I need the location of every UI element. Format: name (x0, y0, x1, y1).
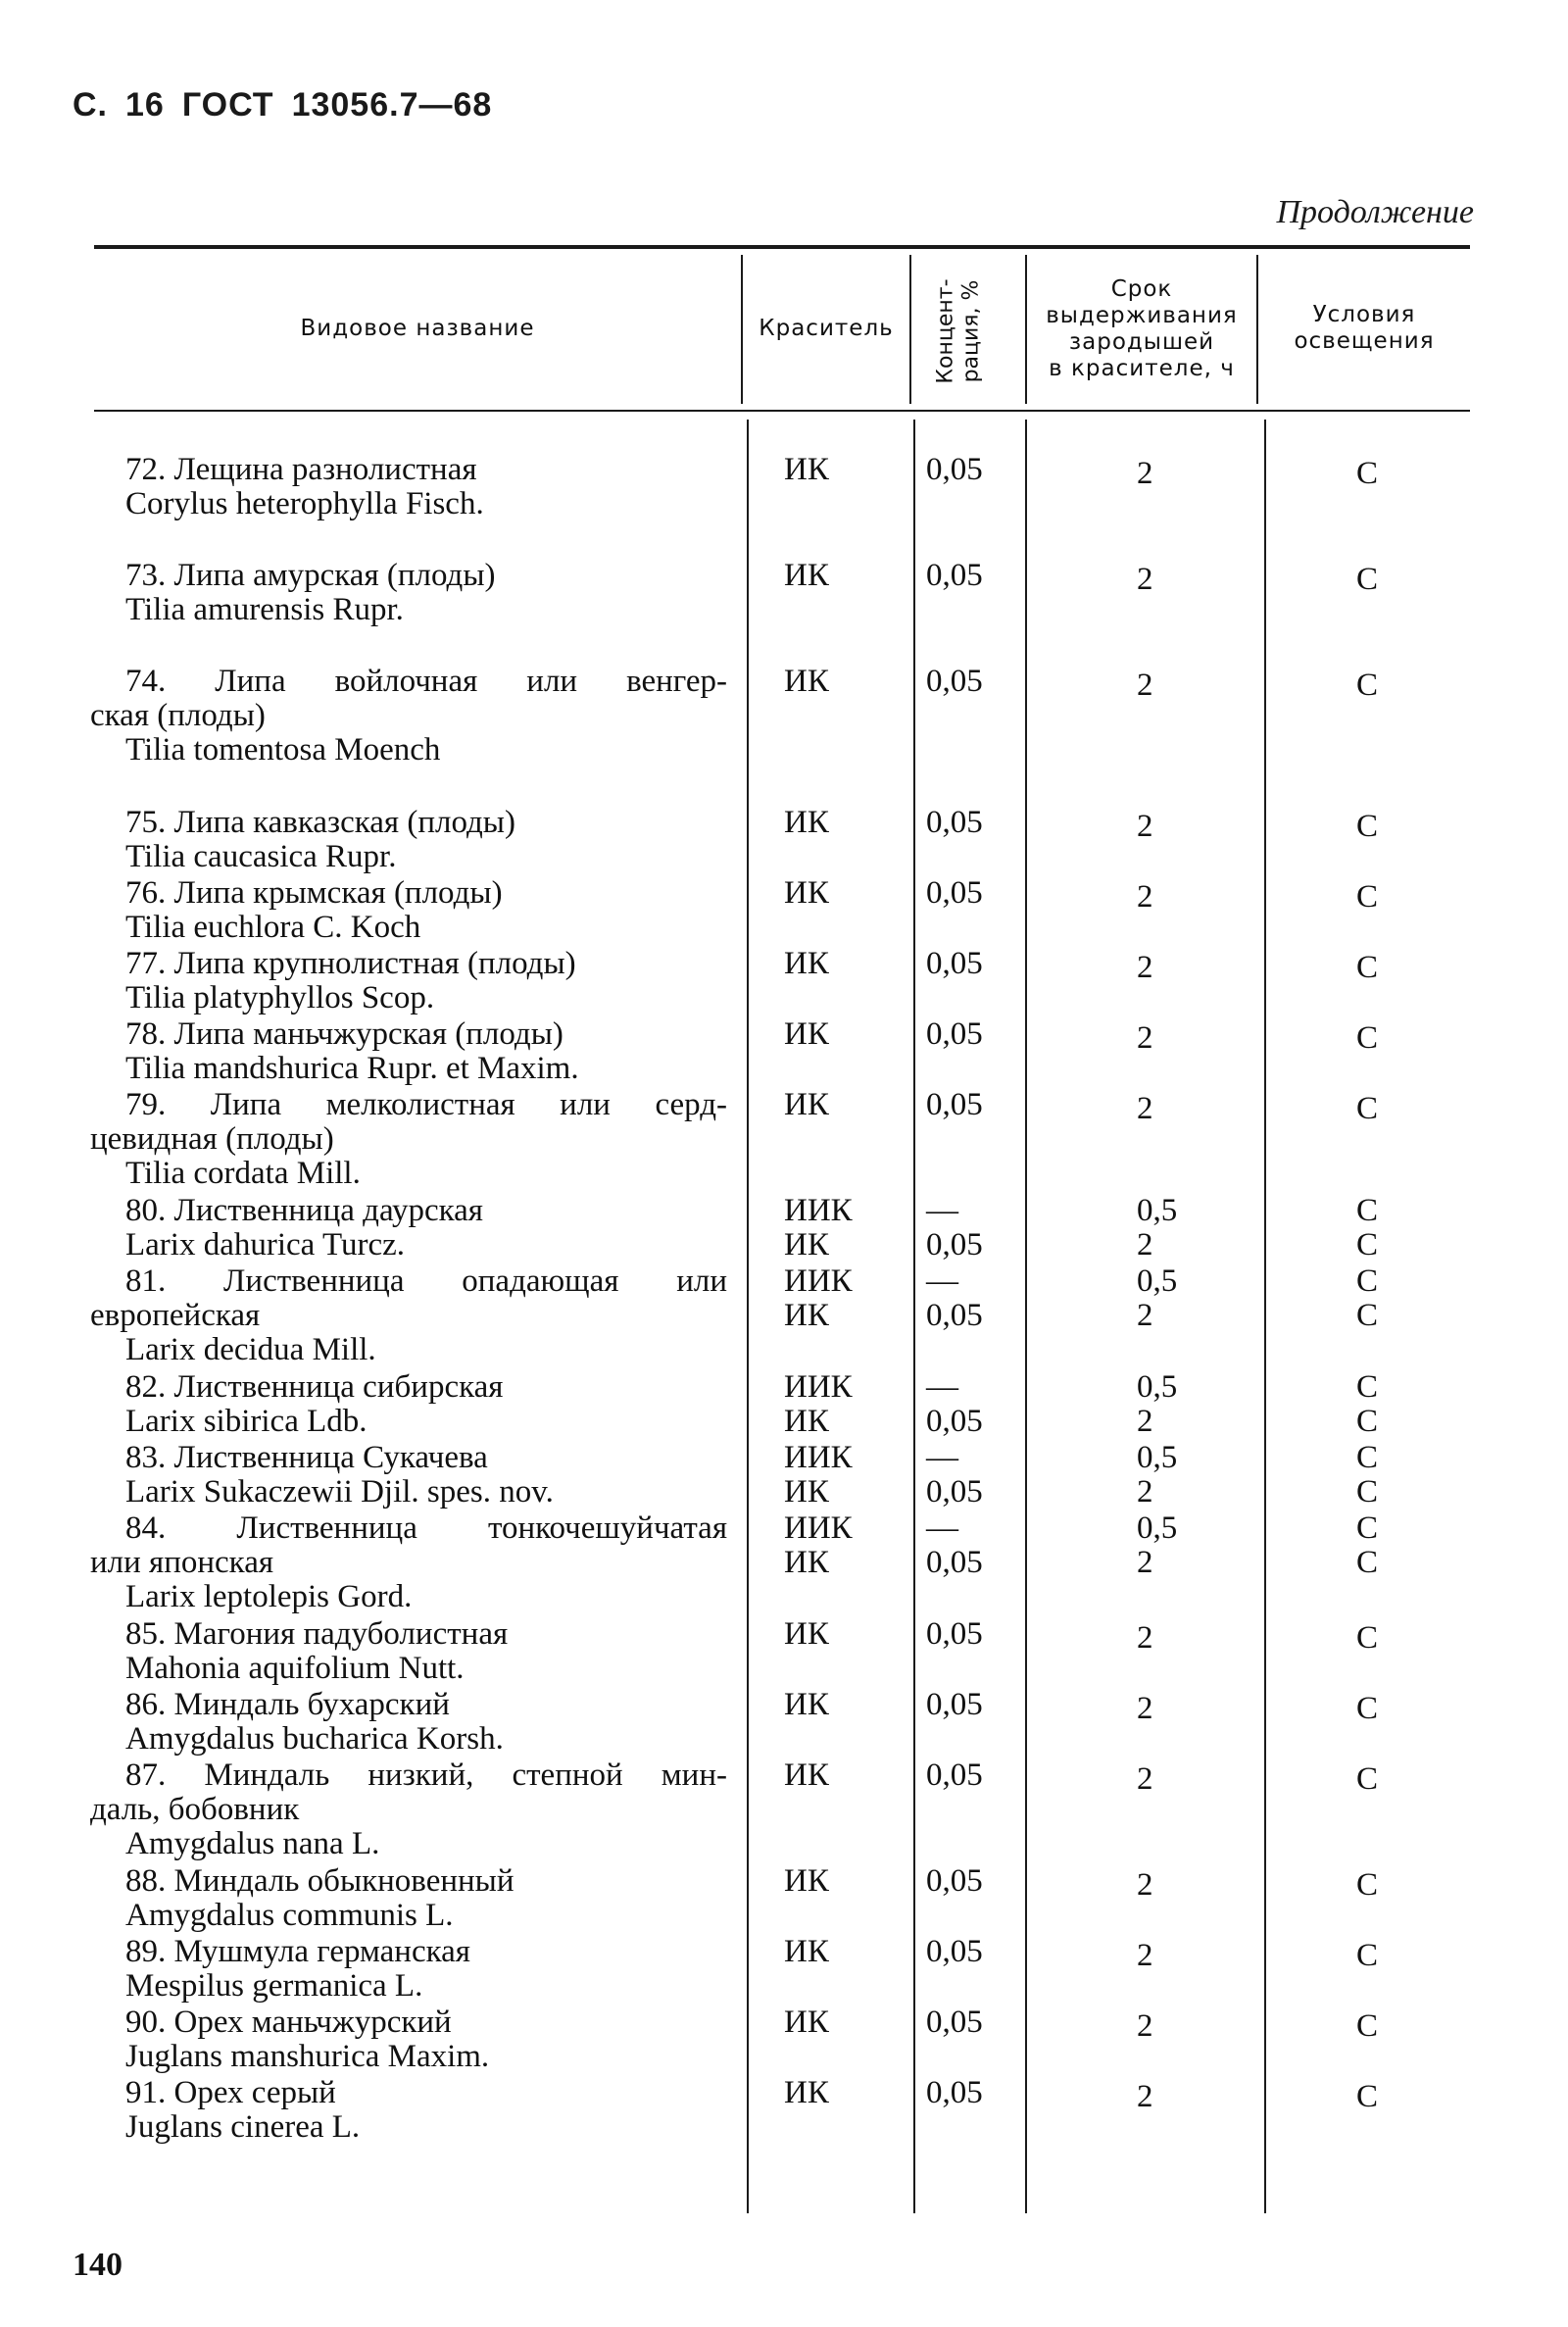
species-latin-name: Tilia tomentosa Moench (125, 732, 441, 767)
dye-cell-value: ИК (784, 1863, 829, 1899)
column-divider (1264, 420, 1266, 2213)
species-russian-name: 79. Липа мелколистная или серд- (125, 1087, 727, 1122)
concentration-cell (926, 1370, 1014, 1439)
dye-cell (784, 453, 882, 487)
species-russian-name: 73. Липа амурская (плоды) (125, 558, 496, 593)
dye-cell (784, 1617, 882, 1652)
dye-cell-value: ИК (784, 946, 829, 981)
lighting-cell (1356, 1758, 1396, 1797)
time-cell-value: 2 (1137, 950, 1153, 985)
species-russian-name: 72. Лещина разнолистная (125, 452, 477, 487)
lighting-cell-value: С (1356, 1263, 1379, 1299)
species-russian-name: или японская (90, 1545, 274, 1580)
concentration-cell (926, 1264, 1014, 1333)
header-standard: ГОСТ (181, 86, 274, 124)
lighting-cell-value: С (1356, 1761, 1379, 1797)
dye-cell (784, 559, 882, 593)
concentration-cell-value: 0,05 (926, 1404, 983, 1439)
species-name-cell (90, 947, 727, 1015)
concentration-header-line: рация, % (959, 279, 984, 383)
dye-cell-value: ИК (784, 1616, 829, 1652)
species-latin-name: Amygdalus nana L. (125, 1826, 380, 1861)
species-name-cell (90, 1441, 727, 1510)
species-russian-name: 90. Орех маньчжурский (125, 2005, 452, 2040)
time-cell (1137, 2076, 1215, 2114)
header-page: 16 (125, 86, 165, 124)
lighting-cell (1356, 1864, 1396, 1903)
column-header-dye: Краситель (759, 316, 894, 341)
concentration-cell-value: 0,05 (926, 2075, 983, 2110)
dye-cell-value: ИК (784, 1298, 829, 1333)
dye-cell (784, 665, 882, 699)
species-latin-name: Tilia euchlora C. Koch (125, 910, 421, 945)
lighting-cell-value: С (1356, 1227, 1379, 1263)
time-cell (1137, 1017, 1215, 1056)
time-cell-value: 0,5 (1137, 1193, 1178, 1228)
lighting-cell (1356, 1194, 1396, 1263)
dye-cell-value: ИК (784, 2075, 829, 2110)
dye-cell (784, 1758, 882, 1793)
concentration-cell-value: 0,05 (926, 1934, 983, 1969)
species-russian-name: европейская (90, 1298, 261, 1333)
species-latin-name: Juglans manshurica Maxim. (125, 2039, 490, 2074)
lighting-cell (1356, 947, 1396, 985)
species-name-cell (90, 1017, 727, 1086)
dye-cell-value: ИК (784, 1474, 829, 1510)
time-cell-value: 2 (1137, 1474, 1153, 1510)
lighting-cell (1356, 1088, 1396, 1126)
time-cell-value: 2 (1137, 562, 1153, 597)
dye-cell (784, 1935, 882, 1969)
lighting-cell-value: С (1356, 1545, 1379, 1580)
lighting-cell (1356, 1370, 1396, 1439)
concentration-cell-value: 0,05 (926, 1863, 983, 1899)
lighting-cell-value: С (1356, 1938, 1379, 1973)
dye-cell-value: ИК (784, 1687, 829, 1722)
species-latin-name: Juglans cinerea L. (125, 2109, 361, 2145)
dye-cell-value: ИК (784, 452, 829, 487)
lighting-cell-value: С (1356, 1404, 1379, 1439)
time-cell (1137, 559, 1215, 597)
lighting-cell-value: С (1356, 1691, 1379, 1726)
species-name-cell (90, 559, 727, 627)
dye-cell-value: ИК (784, 1016, 829, 1052)
species-russian-name: 84. Лиственница тонкочешуйчатая (125, 1510, 727, 1546)
lighting-cell-value: С (1356, 1867, 1379, 1903)
lighting-cell (1356, 876, 1396, 915)
species-latin-name: Larix sibirica Ldb. (125, 1404, 368, 1439)
species-latin-name: Larix Sukaczewii Djil. spes. nov. (125, 1474, 554, 1510)
concentration-cell (926, 2076, 1014, 2110)
species-name-cell (90, 1088, 727, 1191)
lighting-cell (1356, 559, 1396, 597)
lighting-cell (1356, 665, 1396, 703)
dye-cell-value: ИИК (784, 1193, 853, 1228)
time-cell-value: 2 (1137, 1938, 1153, 1973)
column-divider (747, 420, 749, 2213)
time-cell-value: 0,5 (1137, 1263, 1178, 1299)
lighting-cell-value: С (1356, 1298, 1379, 1333)
table-top-rule (94, 245, 1470, 249)
concentration-cell-value: — (926, 1263, 958, 1299)
species-russian-name: 83. Лиственница Сукачева (125, 1440, 488, 1475)
lighting-cell-value: С (1356, 1020, 1379, 1056)
time-cell-value: 0,5 (1137, 1440, 1178, 1475)
lighting-cell (1356, 1511, 1396, 1580)
time-cell (1137, 1511, 1215, 1580)
concentration-header-line: Концент- (934, 278, 958, 384)
species-name-cell (90, 665, 727, 767)
concentration-cell (926, 2005, 1014, 2040)
dye-cell (784, 806, 882, 840)
species-latin-name: Amygdalus communis L. (125, 1898, 454, 1933)
dye-cell-value: ИК (784, 1087, 829, 1122)
concentration-cell-value: 0,05 (926, 2005, 983, 2040)
lighting-cell (1356, 1264, 1396, 1333)
dye-cell (784, 1194, 882, 1263)
concentration-cell (926, 1194, 1014, 1263)
concentration-cell-value: 0,05 (926, 558, 983, 593)
species-latin-name: Larix dahurica Turcz. (125, 1227, 405, 1263)
lighting-cell (1356, 1017, 1396, 1056)
species-russian-name: 75. Липа кавказская (плоды) (125, 805, 515, 840)
concentration-cell (926, 1088, 1014, 1122)
concentration-cell (926, 665, 1014, 699)
lighting-cell (1356, 806, 1396, 844)
dye-cell-value: ИК (784, 664, 829, 699)
time-header-line: в красителе, ч (1049, 356, 1235, 381)
species-name-cell (90, 2076, 727, 2145)
time-cell (1137, 1864, 1215, 1903)
time-cell (1137, 1617, 1215, 1656)
time-cell (1137, 665, 1215, 703)
time-cell-value: 2 (1137, 1545, 1153, 1580)
species-russian-name: 88. Миндаль обыкновенный (125, 1863, 514, 1899)
time-cell (1137, 1688, 1215, 1726)
time-cell-value: 2 (1137, 879, 1153, 915)
time-cell (1137, 1935, 1215, 1973)
species-name-cell (90, 1264, 727, 1367)
concentration-cell-value: — (926, 1510, 958, 1546)
time-cell (1137, 876, 1215, 915)
species-name-cell (90, 1370, 727, 1439)
dye-cell (784, 1370, 882, 1439)
concentration-cell-value: 0,05 (926, 1474, 983, 1510)
species-russian-name: 81. Лиственница опадающая или (125, 1263, 727, 1299)
species-russian-name: 82. Лиственница сибирская (125, 1369, 504, 1405)
concentration-cell-value: — (926, 1369, 958, 1405)
lighting-cell-value: С (1356, 1091, 1379, 1126)
lighting-cell (1356, 1935, 1396, 1973)
dye-cell-value: ИК (784, 875, 829, 911)
time-cell-value: 2 (1137, 2008, 1153, 2044)
concentration-cell-value: 0,05 (926, 1227, 983, 1263)
time-cell-value: 2 (1137, 1867, 1153, 1903)
species-russian-name: 74. Липа войлочная или венгер- (125, 664, 727, 699)
lighting-header-line: Условия (1312, 302, 1416, 327)
dye-cell (784, 1511, 882, 1580)
species-russian-name: ская (плоды) (90, 698, 266, 733)
dye-cell (784, 1864, 882, 1899)
concentration-cell-value: — (926, 1193, 958, 1228)
species-russian-name: 85. Магония падуболистная (125, 1616, 509, 1652)
column-header-name: Видовое название (300, 316, 535, 341)
lighting-cell (1356, 453, 1396, 491)
time-cell-value: 2 (1137, 1298, 1153, 1333)
dye-cell (784, 1088, 882, 1122)
species-latin-name: Larix leptolepis Gord. (125, 1579, 413, 1614)
page-number: 140 (73, 2247, 122, 2283)
dye-cell-value: ИИК (784, 1369, 853, 1405)
species-latin-name: Tilia amurensis Rupr. (125, 592, 404, 627)
species-russian-name: 87. Миндаль низкий, степной мин- (125, 1758, 727, 1793)
concentration-cell (926, 876, 1014, 911)
dye-cell-value: ИК (784, 1545, 829, 1580)
concentration-cell-value: 0,05 (926, 664, 983, 699)
table-header-rule (94, 410, 1470, 412)
time-cell-value: 2 (1137, 1761, 1153, 1797)
species-latin-name: Tilia mandshurica Rupr. et Maxim. (125, 1051, 579, 1086)
page-header (73, 86, 510, 124)
concentration-cell-value: 0,05 (926, 875, 983, 911)
concentration-cell (926, 1935, 1014, 1969)
concentration-cell (926, 453, 1014, 487)
dye-cell-value: ИК (784, 1404, 829, 1439)
time-cell (1137, 806, 1215, 844)
concentration-cell-value: 0,05 (926, 1016, 983, 1052)
dye-cell (784, 1441, 882, 1510)
lighting-cell-value: С (1356, 668, 1379, 703)
lighting-cell-value: С (1356, 809, 1379, 844)
time-cell-value: 2 (1137, 1691, 1153, 1726)
column-divider (1025, 420, 1027, 2213)
time-header-line: зародышей (1068, 329, 1215, 355)
species-latin-name: Tilia platyphyllos Scop. (125, 980, 435, 1015)
lighting-cell-value: С (1356, 2079, 1379, 2114)
species-name-cell (90, 1688, 727, 1757)
lighting-cell-value: С (1356, 2008, 1379, 2044)
species-russian-name: 78. Липа маньчжурская (плоды) (125, 1016, 564, 1052)
lighting-cell (1356, 2076, 1396, 2114)
dye-cell-value: ИК (784, 558, 829, 593)
dye-cell (784, 876, 882, 911)
species-latin-name: Larix decidua Mill. (125, 1332, 376, 1367)
time-cell-value: 2 (1137, 1227, 1153, 1263)
time-cell-value: 0,5 (1137, 1369, 1178, 1405)
dye-cell-value: ИИК (784, 1440, 853, 1475)
lighting-cell-value: С (1356, 1369, 1379, 1405)
species-name-cell (90, 1511, 727, 1614)
concentration-cell-value: 0,05 (926, 452, 983, 487)
species-latin-name: Tilia cordata Mill. (125, 1156, 361, 1191)
species-latin-name: Mahonia aquifolium Nutt. (125, 1651, 465, 1686)
time-cell-value: 2 (1137, 1620, 1153, 1656)
column-header-lighting (1258, 302, 1470, 355)
species-russian-name: 86. Миндаль бухарский (125, 1687, 450, 1722)
concentration-cell-value: 0,05 (926, 1687, 983, 1722)
column-divider (913, 420, 915, 2213)
time-cell-value: 2 (1137, 668, 1153, 703)
concentration-cell (926, 1758, 1014, 1793)
lighting-cell-value: С (1356, 879, 1379, 915)
species-russian-name: 80. Лиственница даурская (125, 1193, 483, 1228)
concentration-cell-value: 0,05 (926, 946, 983, 981)
species-name-cell (90, 806, 727, 874)
species-russian-name: цевидная (плоды) (90, 1121, 334, 1157)
concentration-cell-value: — (926, 1440, 958, 1475)
dye-cell-value: ИИК (784, 1510, 853, 1546)
species-name-cell (90, 453, 727, 521)
concentration-cell-value: 0,05 (926, 1758, 983, 1793)
time-cell-value: 2 (1137, 1020, 1153, 1056)
species-russian-name: 76. Липа крымская (плоды) (125, 875, 503, 911)
lighting-cell-value: С (1356, 1440, 1379, 1475)
species-name-cell (90, 1864, 727, 1933)
concentration-cell (926, 1688, 1014, 1722)
time-cell (1137, 453, 1215, 491)
dye-cell (784, 1264, 882, 1333)
header-prefix: С. (73, 86, 108, 124)
lighting-cell-value: С (1356, 1474, 1379, 1510)
concentration-cell-value: 0,05 (926, 805, 983, 840)
dye-cell-value: ИК (784, 1758, 829, 1793)
lighting-cell-value: С (1356, 950, 1379, 985)
dye-cell-value: ИК (784, 1227, 829, 1263)
concentration-cell (926, 1617, 1014, 1652)
concentration-cell (926, 947, 1014, 981)
dye-cell (784, 1688, 882, 1722)
time-cell (1137, 1758, 1215, 1797)
time-cell-value: 2 (1137, 2079, 1153, 2114)
continuation-label: Продолжение (1276, 194, 1474, 230)
species-name-cell (90, 876, 727, 945)
species-russian-name: 77. Липа крупнолистная (плоды) (125, 946, 576, 981)
time-cell (1137, 2005, 1215, 2044)
time-cell (1137, 1194, 1215, 1263)
species-name-cell (90, 2005, 727, 2074)
lighting-cell (1356, 1441, 1396, 1510)
species-name-cell (90, 1758, 727, 1861)
concentration-cell (926, 1864, 1014, 1899)
time-cell-value: 2 (1137, 456, 1153, 491)
time-header-line: выдерживания (1046, 303, 1238, 328)
time-cell (1137, 947, 1215, 985)
species-name-cell (90, 1935, 727, 2004)
species-latin-name: Tilia caucasica Rupr. (125, 839, 397, 874)
species-russian-name: 89. Мушмула германская (125, 1934, 470, 1969)
time-cell (1137, 1264, 1215, 1333)
concentration-cell (926, 1511, 1014, 1580)
time-cell (1137, 1370, 1215, 1439)
lighting-cell (1356, 2005, 1396, 2044)
lighting-header-line: освещения (1294, 328, 1435, 354)
column-header-time (1027, 276, 1256, 382)
column-header-concentration (902, 259, 1017, 404)
dye-cell (784, 947, 882, 981)
lighting-cell-value: С (1356, 1193, 1379, 1228)
dye-cell (784, 1017, 882, 1052)
lighting-cell-value: С (1356, 562, 1379, 597)
concentration-cell (926, 1441, 1014, 1510)
concentration-cell (926, 806, 1014, 840)
time-cell-value: 2 (1137, 809, 1153, 844)
time-cell-value: 0,5 (1137, 1510, 1178, 1546)
concentration-cell (926, 1017, 1014, 1052)
time-cell-value: 2 (1137, 1404, 1153, 1439)
species-name-cell (90, 1194, 727, 1263)
concentration-cell-value: 0,05 (926, 1545, 983, 1580)
time-header-line: Срок (1110, 276, 1173, 302)
species-name-cell (90, 1617, 727, 1686)
species-latin-name: Corylus heterophylla Fisch. (125, 486, 484, 521)
lighting-cell-value: С (1356, 1620, 1379, 1656)
concentration-cell-value: 0,05 (926, 1616, 983, 1652)
lighting-cell (1356, 1688, 1396, 1726)
dye-cell-value: ИК (784, 1934, 829, 1969)
species-russian-name: 91. Орех серый (125, 2075, 336, 2110)
lighting-cell-value: С (1356, 1510, 1379, 1546)
dye-cell (784, 2005, 882, 2040)
concentration-cell-value: 0,05 (926, 1298, 983, 1333)
dye-cell (784, 2076, 882, 2110)
lighting-cell (1356, 1617, 1396, 1656)
concentration-cell (926, 559, 1014, 593)
concentration-cell-value: 0,05 (926, 1087, 983, 1122)
time-cell-value: 2 (1137, 1091, 1153, 1126)
time-cell (1137, 1088, 1215, 1126)
time-cell (1137, 1441, 1215, 1510)
species-russian-name: даль, бобовник (90, 1792, 300, 1827)
dye-cell-value: ИК (784, 805, 829, 840)
header-number: 13056.7—68 (291, 86, 493, 124)
dye-cell-value: ИК (784, 2005, 829, 2040)
species-latin-name: Amygdalus bucharica Korsh. (125, 1721, 504, 1757)
dye-cell-value: ИИК (784, 1263, 853, 1299)
lighting-cell-value: С (1356, 456, 1379, 491)
species-latin-name: Mespilus germanica L. (125, 1968, 423, 2004)
